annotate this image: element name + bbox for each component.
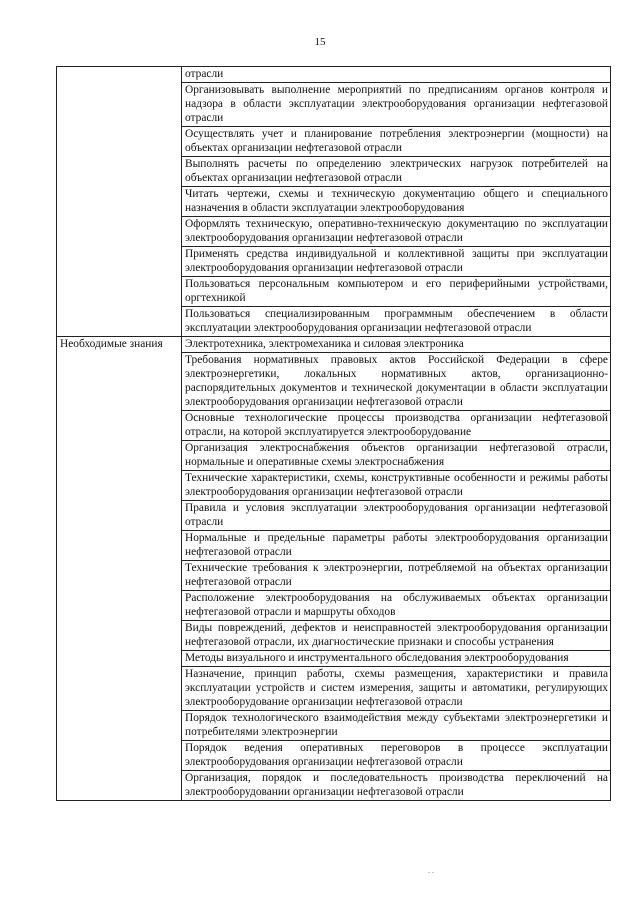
requirement-item: Нормальные и предельные параметры работы электрооборудования организации нефтегазовой отрасли — [182, 531, 611, 561]
requirement-item: Читать чертежи, схемы и техническую документацию общего и специального назначения в области эксплуатации электрооборудования — [182, 187, 611, 217]
page-number: 15 — [314, 36, 326, 48]
requirement-item: Расположение электрооборудования на обслуживаемых объектах организации нефтегазовой отрасли и маршруты обходов — [182, 591, 611, 621]
requirement-item: Оформлять техническую, оперативно-техническую документацию по эксплуатации электрооборудования организации нефтегазовой отрасли — [182, 217, 611, 247]
table-row — [57, 337, 611, 353]
requirement-item: Порядок технологического взаимодействия между субъектами электроэнергетики и потребителями электроэнергии — [182, 711, 611, 741]
section-label: Необходимые знания — [57, 337, 182, 801]
requirements-table-body — [57, 67, 611, 801]
requirement-item: Порядок ведения оперативных переговоров в процессе эксплуатации электрооборудования организации нефтегазовой отрасли — [182, 741, 611, 771]
requirement-item: Выполнять расчеты по определению электрических нагрузок потребителей на объектах организации нефтегазовой отрасли — [182, 157, 611, 187]
requirement-item: Требования нормативных правовых актов Российской Федерации в сфере электроэнергетики, локальных нормативных актов, организационно-распорядительных документов и технической документации в области эксплуатации электрооборудования организации нефтегазовой отрасли — [182, 353, 611, 411]
requirement-item: Электротехника, электромеханика и силовая электроника — [182, 337, 611, 353]
requirement-item: Правила и условия эксплуатации электрооборудования организации нефтегазовой отрасли — [182, 501, 611, 531]
requirement-item: Организация, порядок и последовательность производства переключений на электрооборудовании организации нефтегазовой отрасли — [182, 771, 611, 801]
requirement-item: Организация электроснабжения объектов организации нефтегазовой отрасли, нормальные и оперативные схемы электроснабжения — [182, 441, 611, 471]
requirement-item: Виды повреждений, дефектов и неисправностей электрооборудования организации нефтегазовой отрасли, их диагностические признаки и способы устранения — [182, 621, 611, 651]
requirement-item: Основные технологические процессы производства организации нефтегазовой отрасли, на которой эксплуатируется электрооборудование — [182, 411, 611, 441]
requirement-item: Технические требования к электроэнергии, потребляемой на объектах организации нефтегазовой отрасли — [182, 561, 611, 591]
requirement-item: Методы визуального и инструментального обследования электрооборудования — [182, 651, 611, 667]
requirements-table — [56, 66, 611, 801]
requirement-item: отрасли — [182, 67, 611, 83]
requirement-item: Организовывать выполнение мероприятий по предписаниям органов контроля и надзора в области эксплуатации электрооборудования организации нефтегазовой отрасли — [182, 83, 611, 127]
requirement-item: Применять средства индивидуальной и коллективной защиты при эксплуатации электрооборудования организации нефтегазовой отрасли — [182, 247, 611, 277]
requirement-item: Пользоваться специализированным программным обеспечением в области эксплуатации электрооборудования организации нефтегазовой отрасли — [182, 307, 611, 337]
table-row — [57, 67, 611, 83]
scan-mark: . . — [428, 866, 434, 875]
requirement-item: Пользоваться персональным компьютером и его периферийными устройствами, оргтехникой — [182, 277, 611, 307]
requirement-item: Осуществлять учет и планирование потребления электроэнергии (мощности) на объектах организации нефтегазовой отрасли — [182, 127, 611, 157]
requirement-item: Технические характеристики, схемы, конструктивные особенности и режимы работы электрооборудования организации нефтегазовой отрасли — [182, 471, 611, 501]
requirement-item: Назначение, принцип работы, схемы размещения, характеристики и правила эксплуатации устройств и систем измерения, защиты и автоматики, регулирующих электрооборудование организации нефтегазовой отрасли — [182, 667, 611, 711]
section-label — [57, 67, 182, 337]
